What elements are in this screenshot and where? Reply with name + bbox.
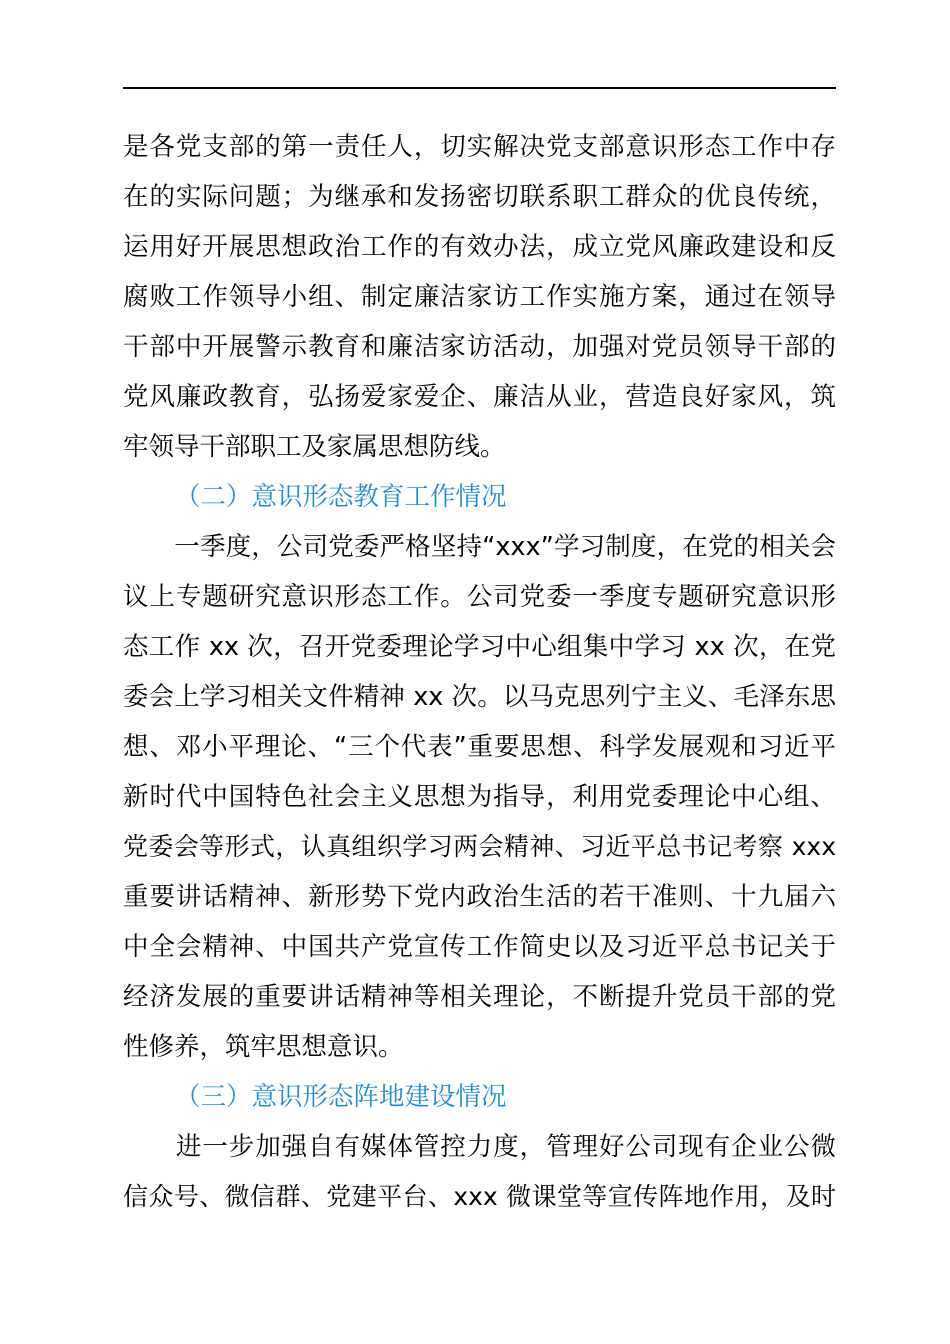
text-line: 新时代中国特色社会主义思想为指导，利用党委理论中心组、 bbox=[123, 782, 836, 812]
text-line: 腐败工作领导小组、制定廉洁家访工作实施方案，通过在领导 bbox=[123, 282, 836, 312]
text-line: 想、邓小平理论、“三个代表”重要思想、科学发展观和习近平 bbox=[123, 732, 836, 762]
text-line: 是各党支部的第一责任人，切实解决党支部意识形态工作中存 bbox=[123, 132, 836, 162]
section-heading: （二）意识形态教育工作情况 bbox=[175, 482, 507, 512]
text-line: 委会上学习相关文件精神 xx 次。以马克思列宁主义、毛泽东思 bbox=[123, 682, 836, 712]
text-line: 干部中开展警示教育和廉洁家访活动，加强对党员领导干部的 bbox=[123, 332, 836, 362]
text-line: 牢领导干部职工及家属思想防线。 bbox=[123, 432, 506, 462]
text-line: 运用好开展思想政治工作的有效办法，成立党风廉政建设和反 bbox=[123, 232, 836, 262]
text-line: 党风廉政教育，弘扬爱家爱企、廉洁从业，营造良好家风，筑 bbox=[123, 382, 836, 412]
text-line: 中全会精神、中国共产党宣传工作简史以及习近平总书记关于 bbox=[123, 932, 836, 962]
text-line: 经济发展的重要讲话精神等相关理论，不断提升党员干部的党 bbox=[123, 982, 836, 1012]
text-line: 进一步加强自有媒体管控力度，管理好公司现有企业公微 bbox=[123, 1132, 836, 1162]
text-line: 态工作 xx 次，召开党委理论学习中心组集中学习 xx 次，在党 bbox=[123, 632, 836, 662]
text-line: 在的实际问题；为继承和发扬密切联系职工群众的优良传统， bbox=[123, 182, 836, 212]
text-line: 党委会等形式，认真组织学习两会精神、习近平总书记考察 xxx bbox=[123, 832, 836, 861]
text-line: 信众号、微信群、党建平台、xxx 微课堂等宣传阵地作用，及时 bbox=[123, 1182, 836, 1211]
text-line: 一季度，公司党委严格坚持“xxx”学习制度，在党的相关会 bbox=[123, 532, 836, 562]
document-body bbox=[123, 122, 836, 1222]
text-line: 性修养，筑牢思想意识。 bbox=[123, 1032, 404, 1062]
text-line: 重要讲话精神、新形势下党内政治生活的若干准则、十九届六 bbox=[123, 882, 836, 912]
header-rule bbox=[123, 87, 836, 89]
text-line: 议上专题研究意识形态工作。公司党委一季度专题研究意识形 bbox=[123, 582, 836, 612]
section-heading: （三）意识形态阵地建设情况 bbox=[175, 1082, 507, 1112]
